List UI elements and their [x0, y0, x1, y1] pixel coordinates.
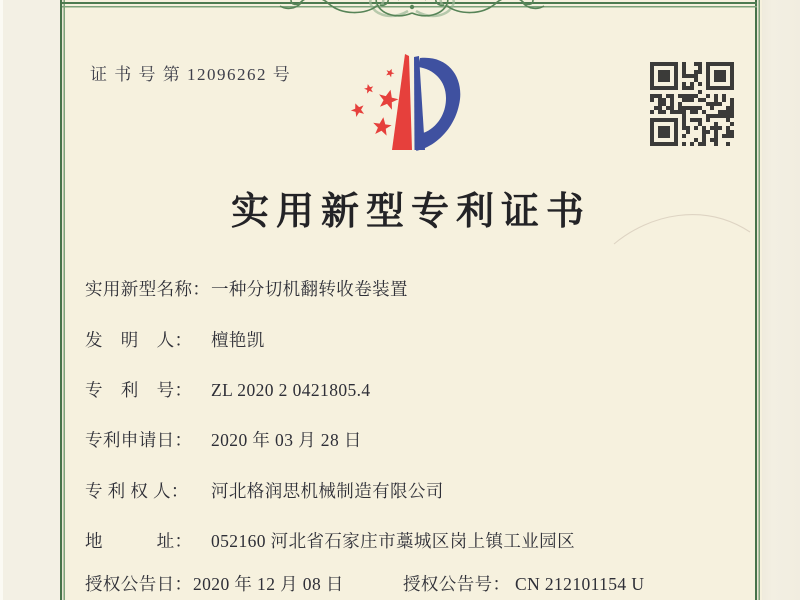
- flourish-ornament-icon: [276, 0, 548, 21]
- field-label: 专 利 权 人：: [85, 481, 189, 501]
- field-value: 052160 河北省石家庄市藁城区岗上镇工业园区: [211, 531, 575, 551]
- field-row-filing-date: [85, 427, 362, 452]
- field-value: 一种分切机翻转收卷装置: [211, 279, 408, 299]
- field-row-grant-number: [403, 571, 644, 596]
- field-value: 河北格润思机械制造有限公司: [211, 481, 444, 501]
- field-label: 专利申请日：: [85, 430, 193, 450]
- field-label: 地 址：: [85, 531, 193, 551]
- field-value: 檀艳凯: [211, 330, 265, 350]
- border-line-right: [755, 0, 762, 600]
- field-label: 发 明 人：: [85, 330, 193, 350]
- field-value: 2020 年 12 月 08 日: [193, 574, 344, 594]
- field-label: 专 利 号：: [85, 380, 193, 400]
- certificate-title: 实用新型专利证书: [230, 191, 591, 233]
- scan-edge: [0, 0, 3, 600]
- cnipa-logo-icon: [328, 50, 466, 178]
- field-value: CN 212101154 U: [515, 574, 645, 594]
- page-margin-left: [0, 0, 60, 600]
- border-line-left: [60, 0, 67, 600]
- qr-code: [650, 62, 734, 146]
- page-margin-right: [762, 0, 800, 600]
- field-row-address: [85, 528, 575, 553]
- field-label: 授权公告日：: [85, 574, 193, 594]
- field-label: 授权公告号：: [403, 574, 511, 594]
- field-value: 2020 年 03 月 28 日: [211, 430, 362, 450]
- field-label: 实用新型名称：: [85, 279, 211, 299]
- field-value: ZL 2020 2 0421805.4: [211, 380, 371, 400]
- field-row-patentee: [85, 478, 444, 503]
- field-row-name: [85, 276, 408, 301]
- field-row-grant-date: [85, 571, 344, 596]
- field-row-inventor: [85, 327, 265, 352]
- certificate-number: 证 书 号 第 12096262 号: [90, 65, 292, 84]
- field-row-patent-number: [85, 377, 371, 402]
